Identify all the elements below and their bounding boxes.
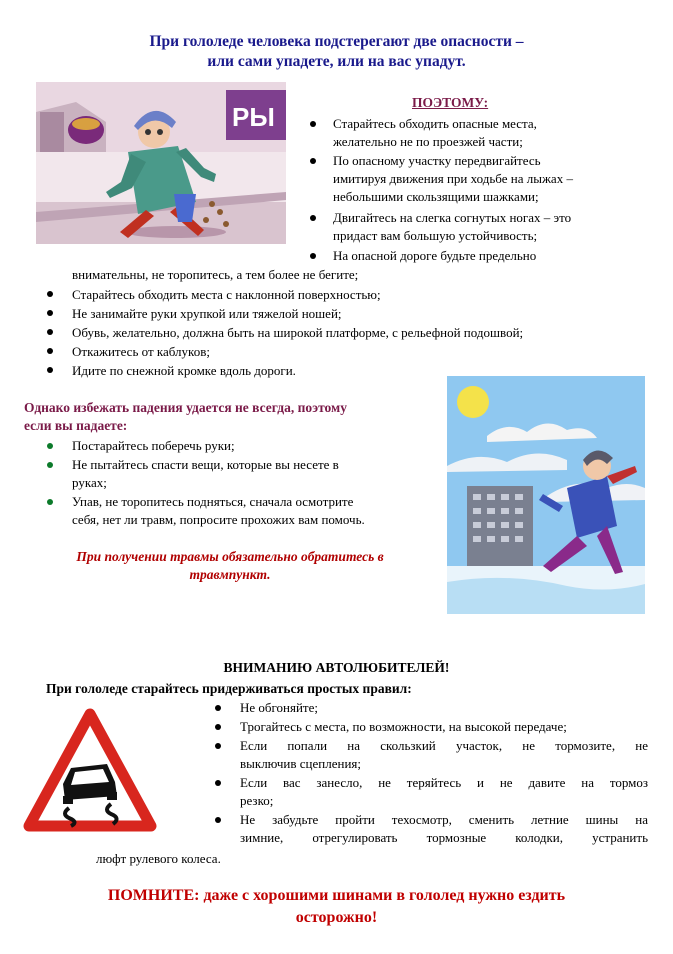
section1-heading: ПОЭТОМУ:: [412, 95, 489, 110]
bullet-icon: [310, 121, 316, 127]
bullet-icon: [310, 158, 316, 164]
bullet-icon: [215, 705, 221, 711]
shop-sign-text: РЫ: [232, 102, 275, 132]
slippery-road-sign-icon: [23, 708, 157, 834]
woman-slipping-illustration: [36, 82, 286, 244]
list-item: На опасной дороге будьте предельно: [310, 247, 670, 265]
bullet-icon: [47, 499, 53, 505]
list-item-continuation: люфт рулевого колеса.: [96, 851, 221, 866]
section2-list: [44, 437, 439, 529]
section3-subheading: При гололеде старайтесь придерживаться простых правил:: [46, 681, 412, 696]
list-item: Если вас занесло, не теряйтесь и не давите на тормоз резко;: [212, 774, 648, 810]
bullet-icon: [215, 817, 221, 823]
section3-list: [212, 699, 648, 847]
bullet-icon: [310, 215, 316, 221]
bullet-icon: [215, 743, 221, 749]
bullet-icon: [47, 310, 53, 316]
list-item: Идите по снежной кромке вдоль дороги.: [44, 361, 669, 380]
title-line-2: или сами упадете, или на вас упадут.: [207, 53, 466, 70]
title-line-1: При гололеде человека подстерегают две опасности –: [149, 33, 524, 50]
injury-note: При получении травмы обязательно обратитесь в травмпункт.: [76, 549, 384, 582]
bullet-icon: [215, 780, 221, 786]
section2-heading: Однако избежать падения удается не всегда, поэтому если вы падаете:: [24, 400, 347, 433]
list-item-continuation: внимательны, не торопитесь, а тем более не бегите;: [72, 267, 359, 282]
list-item: Старайтесь обходить опасные места, желательно не по проезжей части;: [310, 115, 670, 151]
bullet-icon: [47, 462, 53, 468]
list-item: Не обгоняйте;: [212, 699, 648, 717]
list-item: Не забудьте пройти техосмотр, сменить летние шины на зимние, отрегулировать тормозные колодки, устранить: [212, 811, 648, 847]
list-item: По опасному участку передвигайтесь имитируя движения при ходьбе на лыжах – небольшими скользящими шажками;: [310, 152, 670, 206]
bullet-icon: [47, 348, 53, 354]
list-item: Двигайтесь на слегка согнутых ногах – это придаст вам большую устойчивость;: [310, 209, 670, 245]
list-item: Откажитесь от каблуков;: [44, 342, 669, 361]
list-item: Старайтесь обходить места с наклонной поверхностью;: [44, 285, 669, 304]
bullet-icon: [47, 367, 53, 373]
list-item: Если попали на скользкий участок, не тормозите, не выключив сцепления;: [212, 737, 648, 773]
bullet-icon: [47, 329, 53, 335]
bullet-icon: [47, 291, 53, 297]
list-item: Постарайтесь поберечь руки;: [44, 437, 439, 455]
list-item: Обувь, желательно, должна быть на широкой платформе, с рельефной подошвой;: [44, 323, 669, 342]
list-item: Упав, не торопитесь подняться, сначала осмотрите себя, нет ли травм, попросите прохожих вам помочь.: [44, 493, 439, 529]
bullet-icon: [47, 443, 53, 449]
page-title: [0, 32, 673, 72]
list-item: Трогайтесь с места, по возможности, на высокой передаче;: [212, 718, 648, 736]
section3-heading: ВНИМАНИЮ АВТОЛЮБИТЕЛЕЙ!: [223, 660, 450, 675]
man-falling-illustration: [447, 376, 645, 614]
list-item: Не занимайте руки хрупкой или тяжелой ношей;: [44, 304, 669, 323]
list-item: Не пытайтесь спасти вещи, которые вы несете в руках;: [44, 456, 439, 492]
bullet-icon: [215, 724, 221, 730]
bullet-icon: [310, 253, 316, 259]
section1-list-bottom: [44, 285, 669, 380]
final-warning: ПОМНИТЕ: даже с хорошими шинами в гололед нужно ездить осторожно!: [107, 887, 566, 926]
